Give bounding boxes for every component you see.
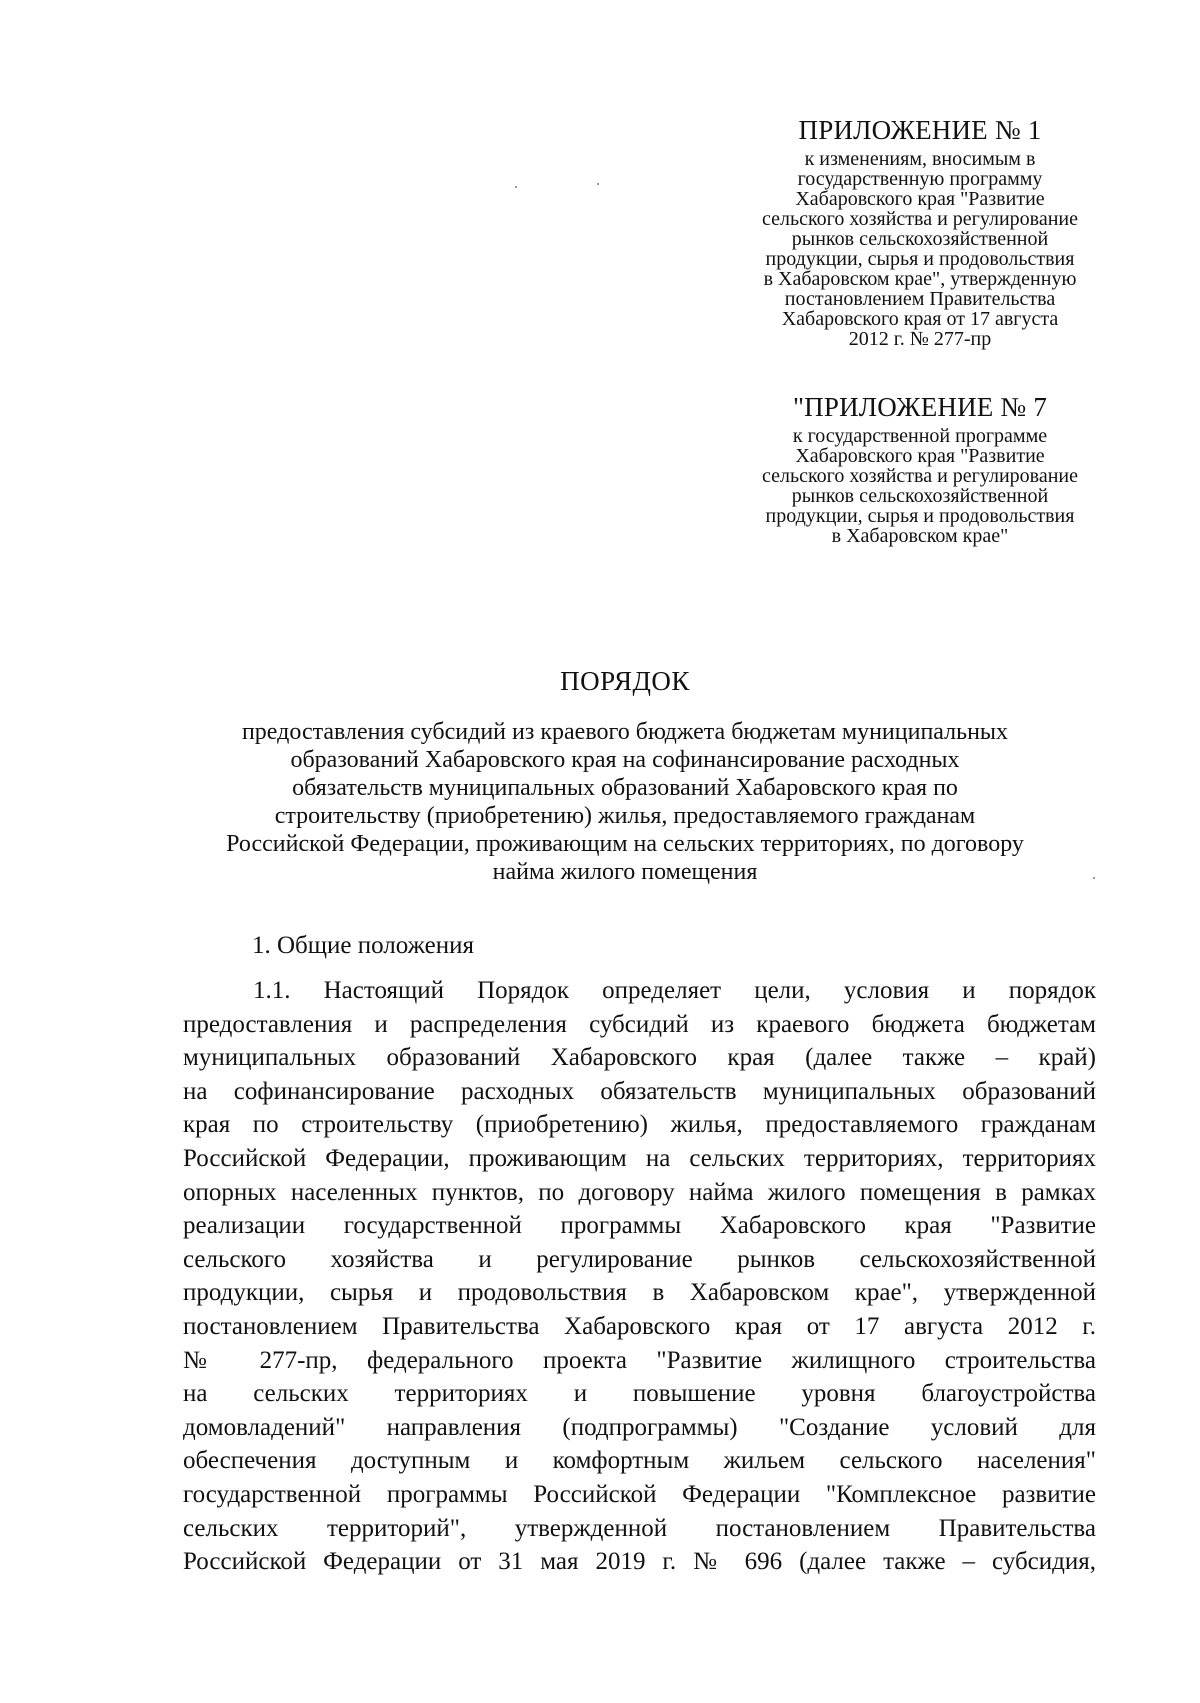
- paragraph-line: Российской Федерации от 31 мая 2019 г. № 696 (далее также – субсидия,: [183, 1548, 1096, 1576]
- paragraph-line: 1.1. Настоящий Порядок определяет цели, условия и порядок: [253, 977, 1096, 1004]
- appendix-7-header: [720, 392, 1120, 546]
- section-paragraph: [183, 974, 1096, 1579]
- paragraph-line: опорных населенных пунктов, по договору найма жилого помещения в рамках: [183, 1178, 1096, 1206]
- paragraph-line: государственной программы Российской Федерации "Комплексное развитие: [183, 1480, 1096, 1508]
- document-subtitle-line: строительству (приобретению) жилья, предоставляемого гражданам: [274, 803, 976, 829]
- paragraph-line: № 277-пр, федерального проекта "Развитие жилищного строительства: [183, 1346, 1096, 1374]
- document-subtitle-line: предоставления субсидий из краевого бюджета бюджетам муниципальных: [241, 719, 1009, 745]
- appendix-1-line: Хабаровского края от 17 августа: [781, 308, 1059, 330]
- appendix-7-line: Хабаровского края "Развитие: [795, 445, 1045, 467]
- appendix-1-line: 2012 г. № 277-пр: [848, 328, 992, 350]
- paragraph-line: домовладений" направления (подпрограммы) "Создание условий для: [183, 1413, 1096, 1441]
- appendix-1-line: сельского хозяйства и регулирование: [761, 208, 1079, 230]
- appendix-7-line: сельского хозяйства и регулирование: [761, 465, 1079, 487]
- appendix-1-line: рынков сельскохозяйственной: [791, 228, 1049, 250]
- appendix-7-line: в Хабаровском крае": [831, 525, 1009, 547]
- appendix-1-line: в Хабаровском крае", утвержденную: [763, 268, 1077, 290]
- paragraph-line: края по строительству (приобретению) жилья, предоставляемого гражданам: [183, 1111, 1096, 1139]
- appendix-1-line: Хабаровского края "Развитие: [795, 188, 1045, 210]
- appendix-7-line: продукции, сырья и продовольствия: [765, 505, 1075, 527]
- scan-speck: [597, 183, 599, 185]
- document-subtitle-line: Российской Федерации, проживающим на сельских территориях, по договору: [226, 831, 1024, 857]
- paragraph-line: продукции, сырья и продовольствия в Хабаровском крае", утвержденной: [183, 1279, 1096, 1307]
- paragraph-line: реализации государственной программы Хабаровского края "Развитие: [183, 1212, 1096, 1240]
- appendix-1-line: продукции, сырья и продовольствия: [765, 248, 1075, 270]
- paragraph-line: на софинансирование расходных обязательств муниципальных образований: [183, 1077, 1096, 1105]
- paragraph-line: сельского хозяйства и регулирование рынков сельскохозяйственной: [183, 1245, 1096, 1273]
- document-title: [175, 666, 1075, 886]
- paragraph-line: Российской Федерации, проживающим на сельских территориях, территориях: [183, 1144, 1096, 1172]
- paragraph-line: сельских территорий", утвержденной постановлением Правительства: [183, 1514, 1096, 1542]
- appendix-1-header: [720, 115, 1120, 349]
- paragraph-line: предоставления и распределения субсидий из краевого бюджета бюджетам: [183, 1010, 1096, 1038]
- appendix-1-title: ПРИЛОЖЕНИЕ № 1: [798, 115, 1042, 145]
- appendix-1-line: постановлением Правительства: [784, 288, 1056, 310]
- paragraph-line: на сельских территориях и повышение уровня благоустройства: [183, 1380, 1096, 1408]
- paragraph-line: постановлением Правительства Хабаровского края от 17 августа 2012 г.: [183, 1312, 1096, 1340]
- paragraph-line: муниципальных образований Хабаровского края (далее также – край): [183, 1044, 1096, 1072]
- appendix-7-line: к государственной программе: [792, 425, 1048, 447]
- document-subtitle-line: найма жилого помещения: [492, 859, 758, 885]
- appendix-1-line: к изменениям, вносимым в: [804, 148, 1036, 170]
- appendix-1-line: государственную программу: [797, 168, 1043, 190]
- document-subtitle-line: образований Хабаровского края на софинансирование расходных: [290, 747, 960, 773]
- section-heading: 1. Общие положения: [252, 932, 474, 959]
- paragraph-line: обеспечения доступным и комфортным жильем сельского населения": [183, 1447, 1096, 1475]
- scan-speck: [1093, 877, 1095, 879]
- document-subtitle-line: обязательств муниципальных образований Хабаровского края по: [292, 775, 958, 801]
- appendix-7-title: "ПРИЛОЖЕНИЕ № 7: [792, 392, 1048, 422]
- scan-speck: [515, 186, 517, 188]
- document-heading: ПОРЯДОК: [560, 666, 690, 696]
- appendix-7-line: рынков сельскохозяйственной: [791, 485, 1049, 507]
